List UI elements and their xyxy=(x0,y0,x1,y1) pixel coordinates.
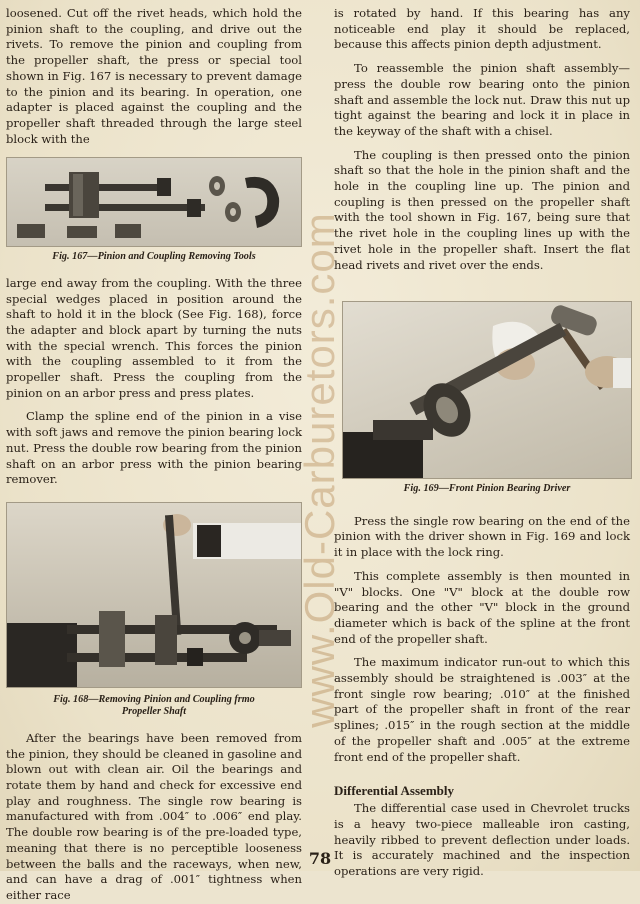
paragraph: Clamp the spline end of the pinion in a vise with soft jaws and remove the pinion bearing lock nut. Press the double row bearing from the pinion shaft on an arbor press with the pinion bearing remover. xyxy=(6,409,302,487)
paragraph: Press the single row bearing on the end of the pinion with the driver shown in Fig. 169 and lock it in place with the lock ring. xyxy=(334,513,630,560)
figure-168 xyxy=(6,502,302,719)
bearing-driver-illustration xyxy=(343,302,632,478)
paragraph: loosened. Cut off the rivet heads, which hold the pinion shaft to the coupling, and drive out the rivets. To remove the pinion and coupling from the propeller shaft, the press or special tool shown in Fig. 167 is necessary to prevent damage to the pinion and its bearing. In operation, one adapter is placed against the coupling and the propeller shaft threaded through the large steel block with the xyxy=(6,6,302,146)
figure-169-caption: Fig. 169—Front Pinion Bearing Driver xyxy=(403,483,571,495)
right-column xyxy=(334,6,630,880)
paragraph: The differential case used in Chevrolet trucks is a heavy two-piece malleable iron casting, heavily ribbed to prevent deflection under loads. It is accurately machined and the inspection operations are very rigid. xyxy=(334,801,630,879)
paragraph: To reassemble the pinion shaft assembly—press the double row bearing onto the pinion shaft and assemble the lock nut. Draw this nut up tight against the bearing and lock it in place in the keyway of the shaft with a chisel. xyxy=(334,61,630,138)
pinion-removal-illustration xyxy=(7,503,302,687)
figure-169 xyxy=(334,301,632,496)
tools-illustration xyxy=(7,158,302,246)
paragraph: The maximum indicator run-out to which this assembly should be straightened is .003″ at the front single row bearing; .010″ at the finished part of the propeller shaft in front of the rear splines; .015″ in the rough section at the middle of the propeller shaft and .005″ at the extreme front end of the propeller shaft. xyxy=(334,655,630,764)
figure-168-photo xyxy=(6,502,302,688)
left-column xyxy=(6,6,302,904)
watermark: www.Old-Carburetors.com xyxy=(296,212,343,728)
paragraph: This complete assembly is then mounted in "V" blocks. One "V" block at the double row bearing and the other "V" block in the ground diameter which is back of the spline at the front end of the propeller shaft. xyxy=(334,568,630,646)
paragraph: is rotated by hand. If this bearing has any noticeable end play it should be replaced, because this affects pinion depth adjustment. xyxy=(334,6,630,52)
page-number: 78 xyxy=(308,849,332,868)
paragraph: The coupling is then pressed onto the pinion shaft so that the hole in the pinion shaft and the hole in the coupling line up. The pinion and coupling is then pressed on the propeller shaft with the tool shown in Fig. 167, being sure that the rivet hole in the coupling lines up with the rivet hole in the propeller shaft. Insert the flat head rivets and rivet over the ends. xyxy=(334,147,630,272)
section-heading: Differential Assembly xyxy=(334,783,454,799)
paragraph: large end away from the coupling. With the three special wedges placed in position around the shaft to hold it in the block (See Fig. 168), force the adapter and block apart by turning the nuts with the special wrench. This forces the pinion with the coupling assembled to it from the propeller shaft. Press the coupling from the pinion on an arbor press and press plates. xyxy=(6,275,302,400)
figure-167-caption: Fig. 167—Pinion and Coupling Removing Tools xyxy=(52,251,256,263)
paragraph: After the bearings have been removed from the pinion, they should be cleaned in gasoline and blown out with clean air. Oil the bearings and rotate them by hand and check for excessive end play and roughness. The single row bearing is manufactured with from .004″ to .006″ end play. The double row bearing is of the pre-loaded type, meaning that there is no perceptible looseness between the balls and the raceways, when new, and can have a drag of .001″ tightness when either race xyxy=(6,730,302,902)
figure-167 xyxy=(6,157,302,264)
figure-169-photo xyxy=(342,301,632,479)
figure-168-caption: Fig. 168—Removing Pinion and Coupling frmo Propeller Shaft xyxy=(53,693,255,718)
figure-167-photo xyxy=(6,157,302,247)
